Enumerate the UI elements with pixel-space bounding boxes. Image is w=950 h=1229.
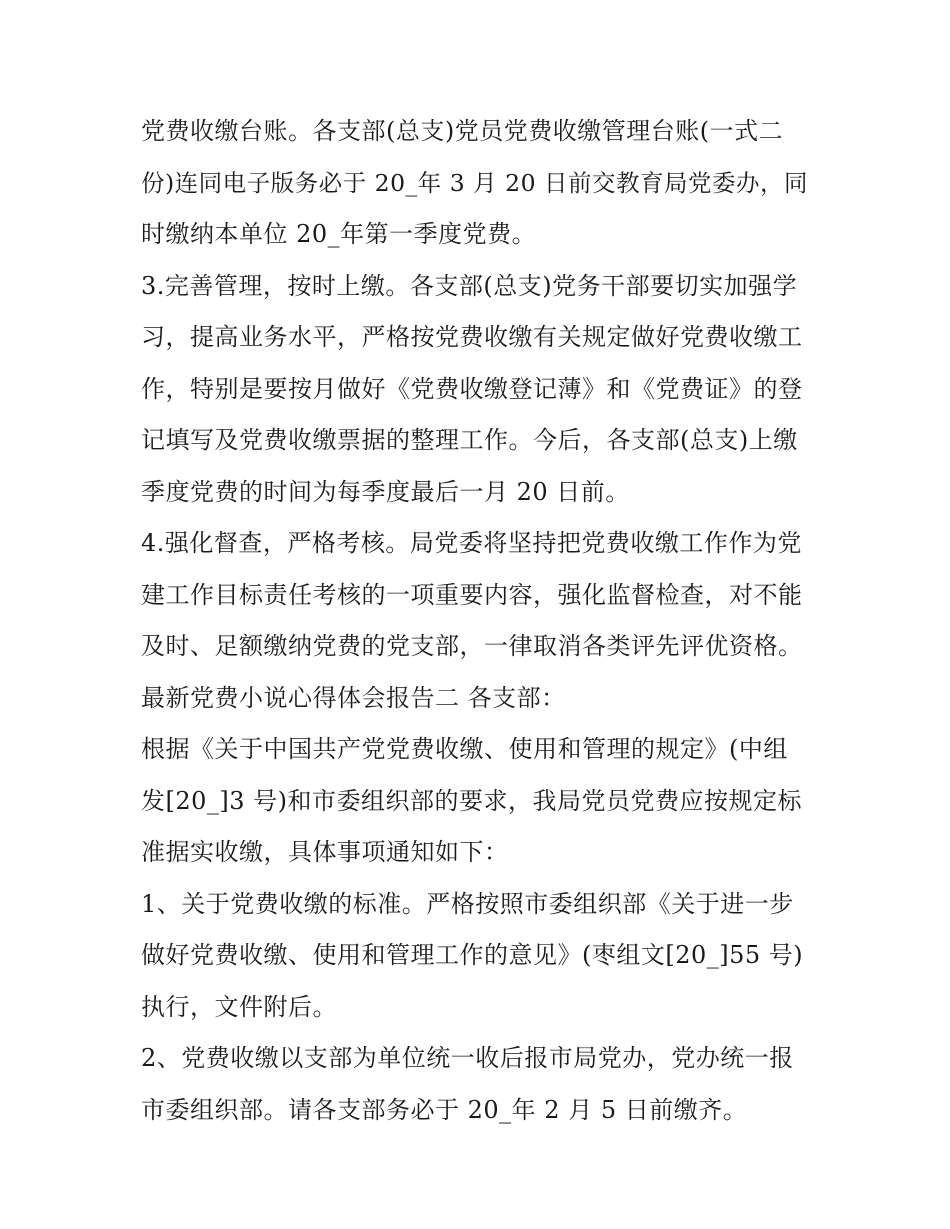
text-line: 1、关于党费收缴的标准。严格按照市委组织部《关于进一步 <box>141 889 794 918</box>
text-line: 习，提高业务水平，严格按党费收缴有关规定做好党费收缴工 <box>141 323 803 351</box>
text-line: 市委组织部。请各支部务必于 20_年 2 月 5 日前缴齐。 <box>141 1095 748 1124</box>
text-line: 发[20_]3 号)和市委组织部的要求，我局党员党费应按规定标 <box>141 786 803 815</box>
text-line: 季度党费的时间为每季度最后一月 20 日前。 <box>141 477 630 506</box>
text-line: 执行，文件附后。 <box>141 992 337 1021</box>
text-line: 准据实收缴，具体事项通知如下： <box>141 838 509 866</box>
text-line: 记填写及党费收缴票据的整理工作。今后，各支部(总支)上缴 <box>141 426 798 454</box>
text-line: 建工作目标责任考核的一项重要内容，强化监督检查，对不能 <box>141 580 803 609</box>
text-line: 做好党费收缴、使用和管理工作的意见》(枣组文[20_]55 号) <box>141 941 804 969</box>
text-line: 作，特别是要按月做好《党费收缴登记薄》和《党费证》的登 <box>141 374 803 403</box>
text-line: 党费收缴台账。各支部(总支)党员党费收缴管理台账(一式二 <box>141 117 784 145</box>
text-line: 4.强化督查，严格考核。局党委将坚持把党费收缴工作作为党 <box>141 529 802 557</box>
text-line: 及时、足额缴纳党费的党支部，一律取消各类评先评优资格。 <box>141 632 803 660</box>
text-line: 2、党费收缴以支部为单位统一收后报市局党办，党办统一报 <box>141 1044 794 1072</box>
text-line: 时缴纳本单位 20_年第一季度党费。 <box>141 220 537 248</box>
text-line: 3.完善管理，按时上缴。各支部(总支)党务干部要切实加强学 <box>141 271 798 300</box>
text-line: 份)连同电子版务必于 20_年 3 月 20 日前交教育局党委办，同 <box>141 168 809 197</box>
document-body <box>141 106 821 1136</box>
section-heading: 最新党费小说心得体会报告二 各支部： <box>141 683 566 712</box>
text-line: 根据《关于中国共产党党费收缴、使用和管理的规定》(中组 <box>141 735 788 763</box>
